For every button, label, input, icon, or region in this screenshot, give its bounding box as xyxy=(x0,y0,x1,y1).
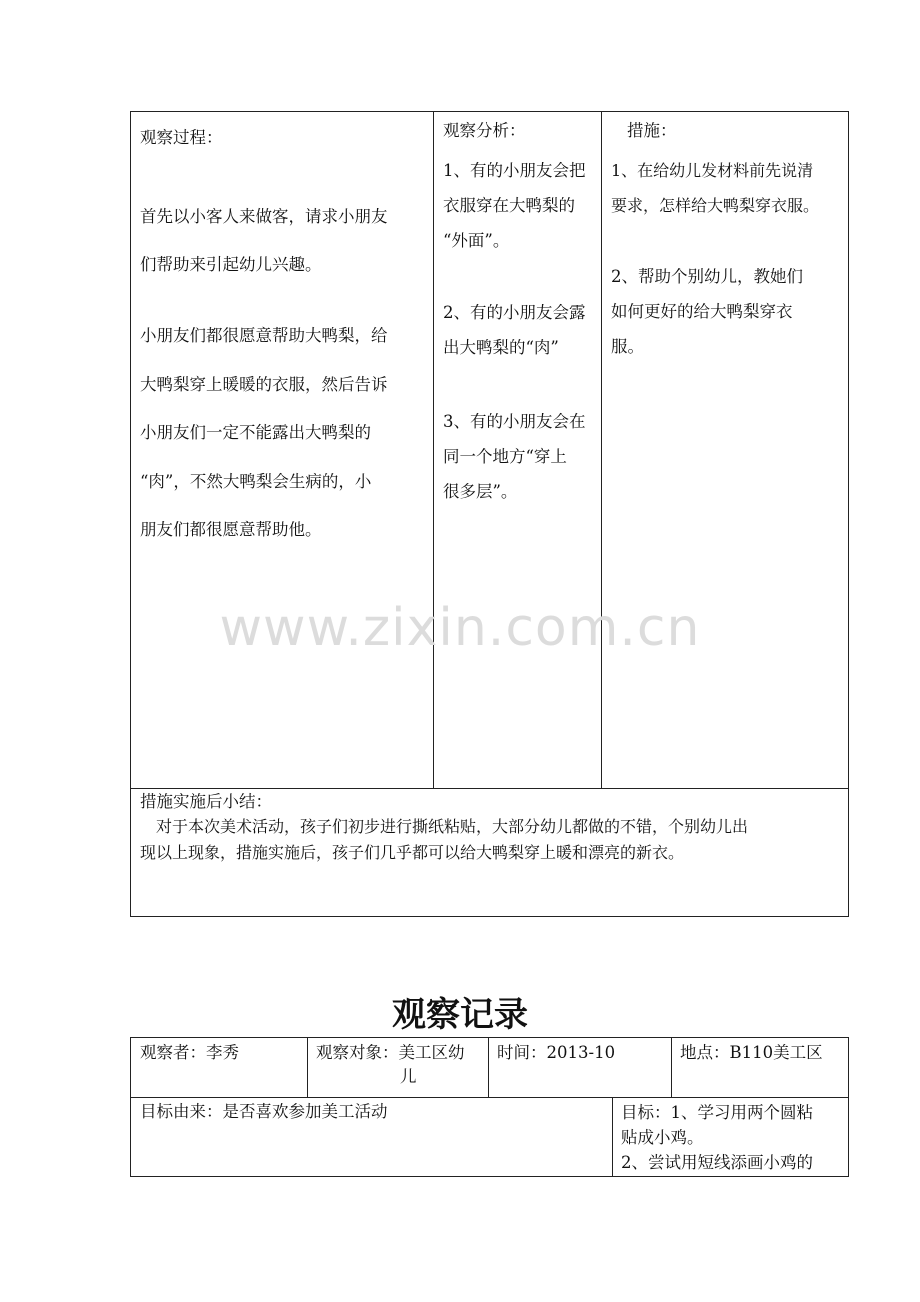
text-line: 现以上现象，措施实施后，孩子们几乎都可以给大鸭梨穿上暖和漂亮的新衣。 xyxy=(140,843,685,862)
column-divider-1 xyxy=(433,111,434,788)
measures-item-2 xyxy=(611,259,803,364)
page-title: 观察记录 xyxy=(392,995,528,1035)
text-line: 小朋友们都很愿意帮助大鸭梨，给 xyxy=(140,326,388,345)
text-line: 朋友们都很愿意帮助他。 xyxy=(140,520,322,539)
text-line: 3、有的小朋友会在 xyxy=(443,412,586,431)
text-line: 2、帮助个别幼儿，教她们 xyxy=(611,267,803,286)
cell-divider-3 xyxy=(671,1037,672,1097)
text-line: 儿 xyxy=(400,1067,417,1086)
row-divider xyxy=(130,1097,849,1098)
observer-field: 观察者：李秀 xyxy=(140,1043,239,1062)
subject-field xyxy=(316,1041,465,1089)
text-line: 首先以小客人来做客，请求小朋友 xyxy=(140,207,388,226)
column-divider-2 xyxy=(601,111,602,788)
cell-divider-2 xyxy=(488,1037,489,1097)
location-field: 地点：B110美工区 xyxy=(680,1043,823,1062)
summary-text xyxy=(140,814,748,866)
observation-process-paragraph-1 xyxy=(140,193,388,289)
text-line: “外面”。 xyxy=(443,231,510,250)
text-line: 服。 xyxy=(611,337,644,356)
time-field: 时间：2013-10 xyxy=(497,1043,616,1062)
text-line: 同一个地方“穿上 xyxy=(443,447,567,466)
analysis-item-3 xyxy=(443,404,586,509)
text-line: 对于本次美术活动，孩子们初步进行撕纸粘贴，大部分幼儿都做的不错，个别幼儿出 xyxy=(140,817,749,836)
summary-heading: 措施实施后小结： xyxy=(140,792,272,811)
cell-divider-1 xyxy=(307,1037,308,1097)
text-line: 小朋友们一定不能露出大鸭梨的 xyxy=(140,423,371,442)
text-line: 大鸭梨穿上暖暖的衣服，然后告诉 xyxy=(140,374,388,394)
text-line: 要求，怎样给大鸭梨穿衣服。 xyxy=(611,196,820,215)
text-line: 观察对象：美工区幼 xyxy=(316,1043,465,1062)
observation-analysis-heading: 观察分析： xyxy=(443,121,526,140)
text-line: “肉”，不然大鸭梨会生病的，小 xyxy=(140,471,372,491)
text-line: 2、有的小朋友会露 xyxy=(443,303,586,322)
text-line: 1、有的小朋友会把 xyxy=(443,161,586,180)
watermark: www.zixin.com.cn xyxy=(219,598,701,658)
observation-process-paragraph-2 xyxy=(140,312,388,555)
text-line: 1、在给幼儿发材料前先说清 xyxy=(611,161,814,180)
summary-divider xyxy=(130,788,849,789)
text-line: 衣服穿在大鸭梨的 xyxy=(443,196,575,215)
analysis-item-1 xyxy=(443,153,586,258)
cell-divider-4 xyxy=(612,1097,613,1177)
text-line: 们帮助来引起幼儿兴趣。 xyxy=(140,255,322,274)
text-line: 2、尝试用短线添画小鸡的 xyxy=(621,1153,813,1172)
analysis-item-2 xyxy=(443,295,586,365)
text-line: 出大鸭梨的“肉” xyxy=(443,338,559,357)
text-line: 贴成小鸡。 xyxy=(621,1128,704,1147)
text-line: 很多层”。 xyxy=(443,482,518,501)
goal-source-field: 目标由来：是否喜欢参加美工活动 xyxy=(140,1102,388,1121)
text-line: 如何更好的给大鸭梨穿衣 xyxy=(611,302,793,321)
goal-field xyxy=(621,1100,813,1175)
observation-process-heading: 观察过程： xyxy=(140,128,223,147)
text-line: 目标：1、学习用两个圆粘 xyxy=(621,1103,813,1122)
measures-heading: 措施： xyxy=(627,121,677,140)
measures-item-1 xyxy=(611,153,819,223)
